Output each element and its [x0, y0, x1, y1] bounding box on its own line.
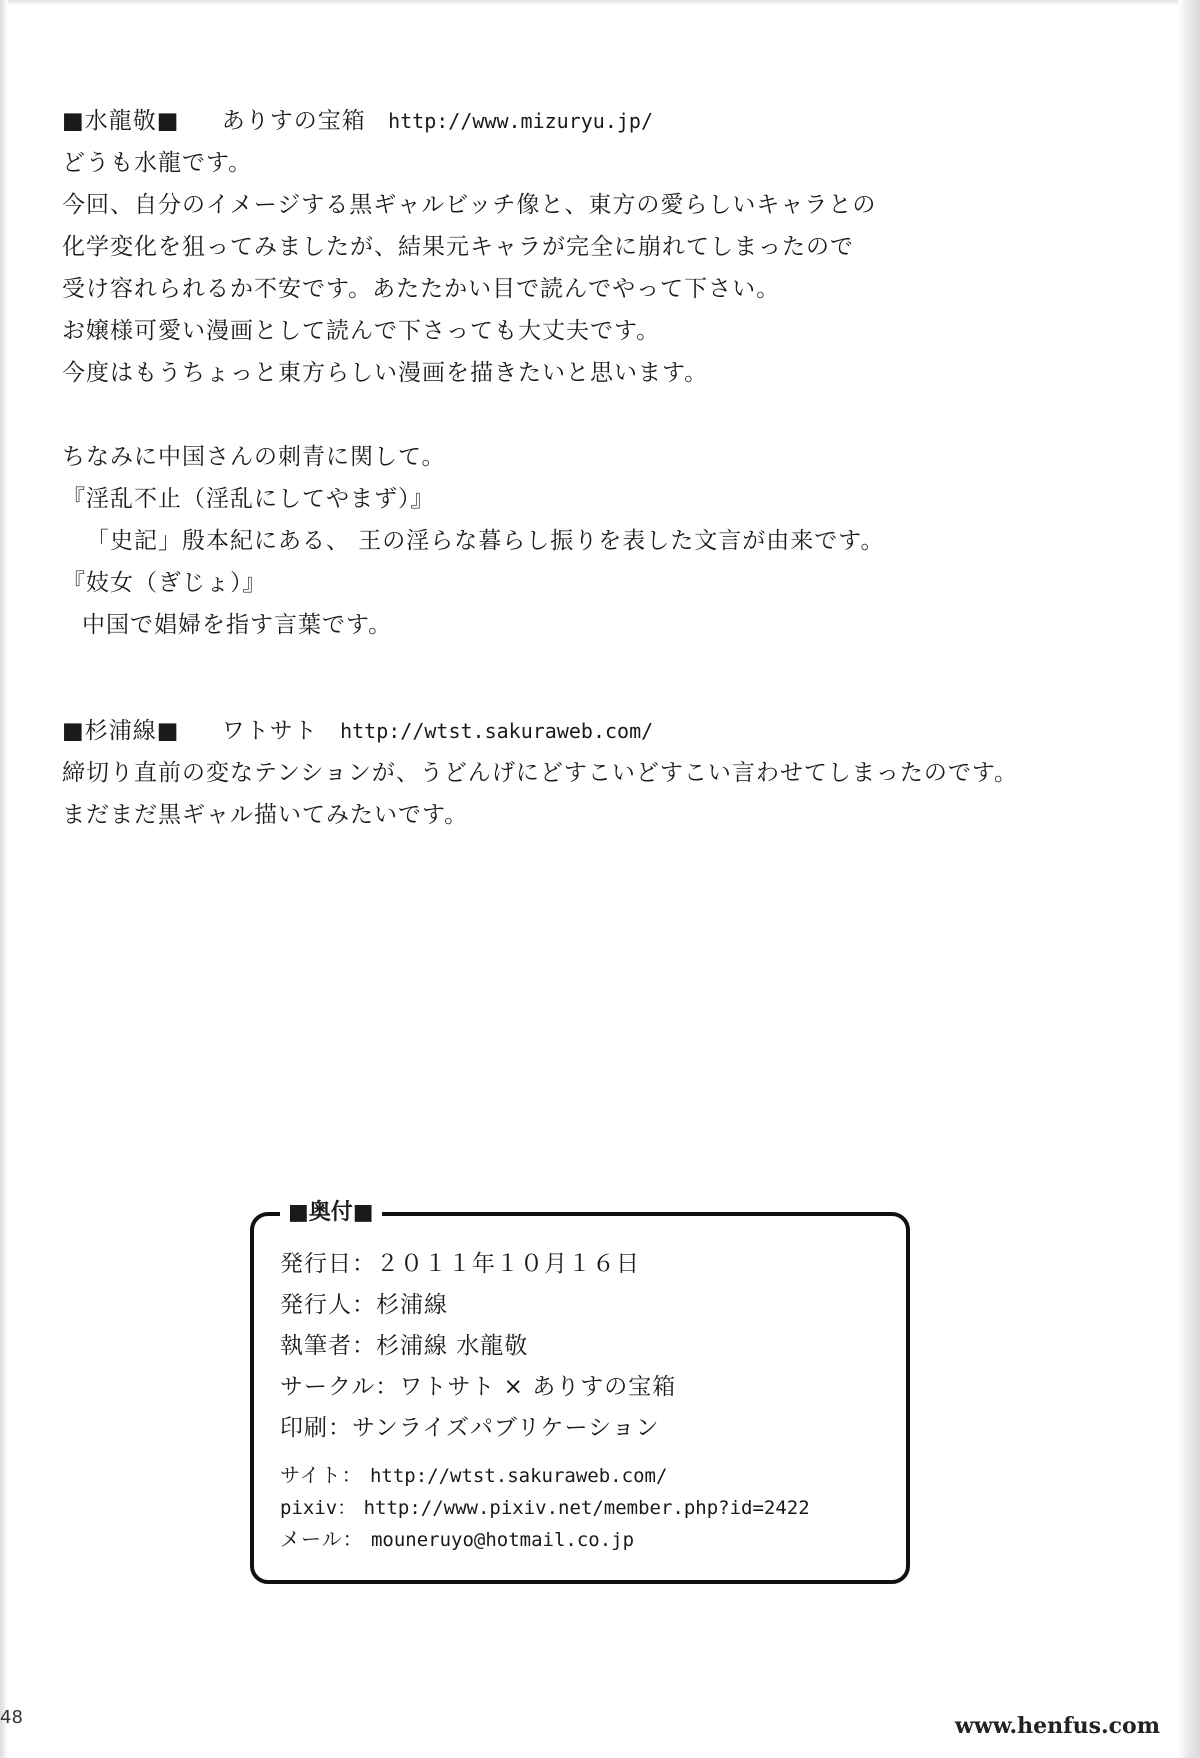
- page-number: 48: [0, 1707, 23, 1728]
- circle-label: サークル：: [280, 1374, 400, 1400]
- colophon-title: ■奥付■: [280, 1198, 382, 1228]
- pixiv-url: http://www.pixiv.net/member.php?id=2422: [363, 1497, 810, 1519]
- printer-value: サンライズパブリケーション: [352, 1415, 660, 1441]
- afterword-text: [62, 100, 1072, 836]
- authors-value: 杉浦線 水龍敬: [376, 1333, 529, 1359]
- scan-edge-left: [0, 0, 8, 1758]
- colophon-issue-date: [280, 1244, 810, 1285]
- section1-header-line: [62, 100, 1072, 142]
- colophon-publisher: [280, 1285, 810, 1326]
- publisher-label: 発行人：: [280, 1292, 376, 1318]
- colophon-circle: [280, 1367, 810, 1408]
- section1-site-name: ありすの宝箱: [221, 108, 366, 134]
- printer-label: 印刷：: [280, 1415, 352, 1441]
- section2-author: ■杉浦線■: [62, 718, 180, 744]
- colophon-box: [250, 1200, 910, 1584]
- section1-line: 今度はもうちょっと東方らしい漫画を描きたいと思います。: [62, 360, 709, 386]
- site-url: http://wtst.sakuraweb.com/: [369, 1465, 668, 1487]
- colophon-authors: [280, 1326, 810, 1367]
- section1-url: http://www.mizuryu.jp/: [388, 109, 653, 133]
- section2-line: 締切り直前の変なテンションが、うどんげにどすこいどすこい言わせてしまったのです。: [62, 760, 1018, 786]
- pixiv-label: pixiv：: [280, 1497, 357, 1519]
- section2-site-name: ワトサト: [221, 718, 318, 744]
- colophon-mail: [280, 1523, 810, 1555]
- section1-line: お嬢様可愛い漫画として読んで下さっても大丈夫です。: [62, 318, 661, 344]
- publisher-value: 杉浦線: [376, 1292, 448, 1318]
- scan-edge-right: [1178, 0, 1200, 1758]
- colophon-pixiv: [280, 1491, 810, 1523]
- issue-date-value: ２０１１年１０月１６日: [376, 1251, 640, 1277]
- tattoo-note-line: 『妓女（ぎじょ）』: [62, 570, 267, 596]
- section2-header-line: [62, 710, 1072, 752]
- tattoo-note-line: ちなみに中国さんの刺青に関して。: [62, 444, 446, 470]
- section1-line: 受け容れられるか不安です。あたたかい目で読んでやって下さい。: [62, 276, 781, 302]
- tattoo-note-line: 『淫乱不止（淫乱にしてやまず）』: [62, 486, 435, 512]
- colophon-printer: [280, 1408, 810, 1449]
- section1-line: 今回、自分のイメージする黒ギャルビッチ像と、東方の愛らしいキャラとの: [62, 192, 877, 218]
- tattoo-note-line: 中国で娼婦を指す言葉です。: [82, 612, 393, 638]
- section2-line: まだまだ黒ギャル描いてみたいです。: [62, 802, 469, 828]
- circle-value: ワトサト × ありすの宝箱: [399, 1374, 677, 1400]
- mail-label: メール：: [280, 1527, 364, 1551]
- scan-edge-top: [0, 0, 1200, 6]
- section1-author: ■水龍敬■: [62, 108, 180, 134]
- section1-line: どうも水龍です。: [62, 150, 253, 176]
- site-label: サイト：: [280, 1463, 363, 1487]
- authors-label: 執筆者：: [280, 1333, 376, 1359]
- issue-date-label: 発行日：: [280, 1251, 376, 1277]
- section2-url: http://wtst.sakuraweb.com/: [340, 719, 654, 743]
- mail-address: mouneruyo@hotmail.co.jp: [370, 1529, 635, 1551]
- tattoo-note-line: 「史記」殷本紀にある、 王の淫らな暮らし振りを表した文言が由来です。: [86, 528, 885, 554]
- site-watermark: www.henfus.com: [954, 1713, 1160, 1739]
- section1-line: 化学変化を狙ってみましたが、結果元キャラが完全に崩れてしまったので: [62, 234, 854, 260]
- colophon-site: [280, 1459, 810, 1491]
